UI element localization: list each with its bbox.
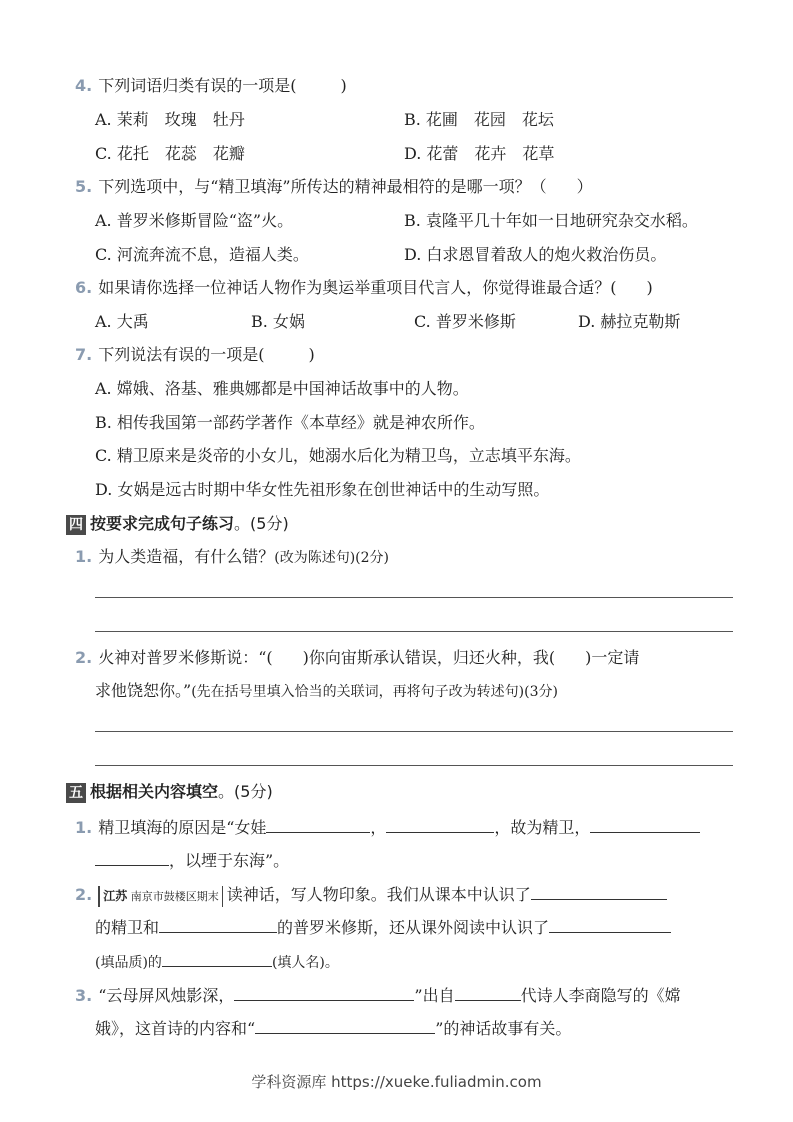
sec5-question-3-cont (95, 1017, 571, 1039)
option-c: C. 河流奔流不息，造福人类。 (95, 245, 309, 264)
section-badge: 四 (66, 515, 86, 535)
sec4-question-2 (75, 648, 639, 668)
section-score: 。(5分) (218, 782, 273, 801)
answer-line[interactable] (95, 631, 733, 632)
option-a: A. 普罗米修斯冒险“盗”火。 (95, 211, 294, 230)
source-tag (98, 886, 223, 907)
paren-close: ） (576, 177, 593, 196)
option-b: B. 花圃 花园 花坛 (404, 110, 554, 129)
question-6 (75, 278, 653, 298)
question-text: 精卫填海的原因是“女娃 (98, 818, 267, 837)
question-text: 如果请你选择一位神话人物作为奥运举重项目代言人，你觉得谁最合适？( (98, 278, 617, 297)
question-number: 2. (75, 885, 93, 904)
question-text: 火神对普罗米修斯说：“( (98, 648, 273, 667)
question-text: ，故为精卫， (494, 818, 591, 837)
footer-watermark: 学科资源库 https://xueke.fuliadmin.com (251, 1073, 542, 1091)
question-text: 求他饶恕你。” (95, 681, 192, 700)
paren-close: ) (340, 76, 347, 95)
sec5-question-1-cont (95, 849, 289, 871)
option-b: B. 相传我国第一部药学著作《本草经》就是神农所作。 (95, 413, 485, 432)
answer-line[interactable] (95, 731, 733, 732)
sec4-question-2-cont (95, 681, 558, 702)
option-b: B. 女娲 (251, 312, 305, 331)
option-b: B. 袁隆平几十年如一日地研究杂交水稻。 (404, 211, 698, 230)
option-d: D. 女娲是远古时期中华女性先祖形象在创世神话中的生动写照。 (95, 480, 550, 499)
fill-blank[interactable] (159, 916, 277, 933)
paren-close: ) (308, 345, 315, 364)
sec5-question-2-cont (95, 916, 671, 938)
fill-blank[interactable] (590, 816, 700, 833)
sec4-question-1 (75, 547, 389, 568)
question-text: (填人名)。 (271, 955, 339, 971)
section-title: 按要求完成句子练习 (90, 514, 235, 533)
source-region: 江苏 (103, 889, 128, 903)
question-text: 娥》，这首诗的内容和“ (95, 1019, 256, 1038)
option-a: A. 茉莉 玫瑰 牡丹 (95, 110, 245, 129)
question-text: 读神话，写人物印象。我们从课本中认识了 (226, 885, 531, 904)
question-4 (75, 76, 347, 96)
option-d: D. 白求恩冒着敌人的炮火救治伤员。 (404, 245, 667, 264)
option-a: A. 大禹 (95, 312, 149, 331)
question-text: (填品质)的 (95, 955, 162, 971)
fill-blank[interactable] (234, 984, 414, 1001)
fill-blank[interactable] (531, 883, 667, 900)
question-number: 3. (75, 986, 93, 1005)
question-5 (75, 177, 593, 197)
fill-blank[interactable] (255, 1017, 435, 1034)
sec5-question-2-cont2 (95, 950, 339, 973)
fill-blank[interactable] (266, 816, 370, 833)
answer-line[interactable] (95, 597, 733, 598)
question-7 (75, 345, 315, 365)
question-text: 下列选项中，与“精卫填海”所传达的精神最相符的是哪一项？（ (98, 177, 547, 196)
section-score: 。(5分) (234, 514, 289, 533)
fill-blank[interactable] (455, 984, 521, 1001)
question-text: 下列说法有误的一项是( (98, 345, 265, 364)
question-text: )你向宙斯承认错误，归还火种，我( (302, 648, 556, 667)
paren-close: ) (646, 278, 653, 297)
question-number: 1. (75, 547, 93, 566)
question-note: (先在括号里填入恰当的关联词，再将句子改为转述句)(3分) (191, 684, 558, 700)
question-text: ”的神话故事有关。 (435, 1019, 572, 1038)
option-d: D. 花蕾 花卉 花草 (404, 144, 555, 163)
source-exam: 南京市鼓楼区期末 (130, 890, 219, 903)
option-d: D. 赫拉克勒斯 (578, 312, 681, 331)
question-text: 的普罗米修斯，还从课外阅读中认识了 (277, 918, 550, 937)
question-note: (改为陈述句)(2分) (274, 550, 389, 566)
question-number: 4. (75, 76, 93, 95)
section-badge: 五 (66, 783, 86, 803)
question-number: 5. (75, 177, 93, 196)
fill-blank[interactable] (95, 849, 169, 866)
section-title: 根据相关内容填空 (90, 782, 219, 801)
sec5-question-1 (75, 816, 700, 838)
question-text: 为人类造福，有什么错？ (98, 547, 275, 566)
question-text: ”出自 (414, 986, 455, 1005)
question-text: )一定请 (585, 648, 640, 667)
question-text: “云母屏风烛影深， (98, 986, 235, 1005)
question-number: 2. (75, 648, 93, 667)
option-c: C. 普罗米修斯 (414, 312, 516, 331)
fill-blank[interactable] (549, 916, 671, 933)
fill-blank[interactable] (386, 816, 494, 833)
sec5-question-3 (75, 984, 681, 1006)
option-a: A. 嫦娥、洛基、雅典娜都是中国神话故事中的人物。 (95, 379, 469, 398)
question-text: 的精卫和 (95, 918, 160, 937)
section-5-header (66, 782, 273, 803)
question-text: 代诗人李商隐写的《嫦 (520, 986, 681, 1005)
question-text: ，以堙于东海”。 (169, 851, 290, 870)
sec5-question-2 (75, 883, 667, 907)
question-text: 下列词语归类有误的一项是( (98, 76, 297, 95)
question-number: 6. (75, 278, 93, 297)
section-4-header (66, 514, 289, 535)
answer-line[interactable] (95, 765, 733, 766)
question-number: 7. (75, 345, 93, 364)
option-c: C. 精卫原来是炎帝的小女儿，她溺水后化为精卫鸟，立志填平东海。 (95, 446, 581, 465)
question-number: 1. (75, 818, 93, 837)
option-c: C. 花托 花蕊 花瓣 (95, 144, 245, 163)
question-text: ， (370, 818, 387, 837)
fill-blank[interactable] (162, 950, 272, 967)
